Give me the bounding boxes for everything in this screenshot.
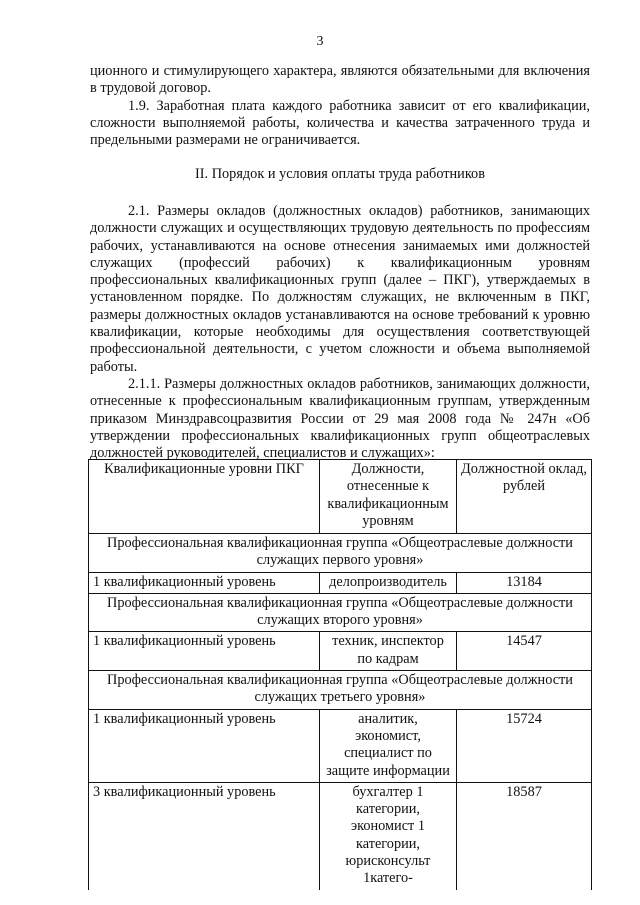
header-level: Квалификационные уровни ПКГ (89, 460, 320, 534)
level-cell: 3 квалификационный уровень (89, 782, 320, 889)
header-salary: Должностной оклад, рублей (457, 460, 592, 534)
positions-cell: делопроизводитель (320, 572, 457, 593)
salary-cell: 14547 (457, 632, 592, 671)
header-positions: Должности, отнесенные к квалификационным уровням (320, 460, 457, 534)
intro-block (90, 63, 590, 149)
level-cell: 1 квалификационный уровень (89, 572, 320, 593)
positions-cell: техник, инспектор по кадрам (320, 632, 457, 671)
table-row (89, 782, 592, 889)
salary-table (88, 459, 592, 890)
table-row (89, 709, 592, 782)
table-row (89, 572, 592, 593)
positions-cell: аналитик, экономист, специалист по защите информации (320, 709, 457, 782)
salary-cell: 13184 (457, 572, 592, 593)
group-title-row (89, 671, 592, 710)
salary-cell: 15724 (457, 709, 592, 782)
group-title-2: Профессиональная квалификационная группа «Общеотраслевые должности служащих второго уровня» (89, 593, 592, 632)
group-title-3: Профессиональная квалификационная группа «Общеотраслевые должности служащих третьего уровня» (89, 671, 592, 710)
section-heading: II. Порядок и условия оплаты труда работников (195, 166, 485, 182)
group-title-row (89, 534, 592, 573)
level-cell: 1 квалификационный уровень (89, 632, 320, 671)
page-number: 3 (316, 34, 324, 49)
group-title-row (89, 593, 592, 632)
group-title-1: Профессиональная квалификационная группа «Общеотраслевые должности служащих первого уровня» (89, 534, 592, 573)
level-cell: 1 квалификационный уровень (89, 709, 320, 782)
body-block (90, 203, 590, 462)
paragraph-2-1: 2.1. Размеры окладов (должностных окладов) работников, занимающих должности служащих и осуществляющих трудовую деятельность по профессиям рабочих, устанавливаются на основе отнесения занимаемых ими должностей служащих (профессий рабочих) к квалификационным уровням профессиональных квалификационных групп (далее – ПКГ), утверждаемых в установленном порядке. По должностям служащих, не включенным в ПКГ, размеры должностных окладов устанавливаются на основе требований к уровню квалификации, которые необходимы для осуществления соответствующей профессиональной деятельности, с учетом сложности и объема выполняемой работы. (90, 203, 590, 375)
table-header-row (89, 460, 592, 534)
continuation-paragraph: ционного и стимулирующего характера, являются обязательными для включения в трудовой договор. (90, 63, 590, 97)
table-row (89, 632, 592, 671)
paragraph-1-9: 1.9. Заработная плата каждого работника зависит от его квалификации, сложности выполняемой работы, количества и качества затраченного труда и предельными размерами не ограничивается. (90, 97, 590, 149)
paragraph-2-1-1: 2.1.1. Размеры должностных окладов работников, занимающих должности, отнесенные к профессиональным квалификационным группам, утвержденным приказом Минздравсоцразвития России от 29 мая 2008 года № 247н «Об утверждении профессиональных квалификационных групп общеотраслевых должностей руководителей, специалистов и служащих»: (90, 375, 590, 462)
positions-cell: бухгалтер 1 категории, экономист 1 категории, юрисконсульт 1катего- (320, 782, 457, 889)
salary-cell: 18587 (457, 782, 592, 889)
